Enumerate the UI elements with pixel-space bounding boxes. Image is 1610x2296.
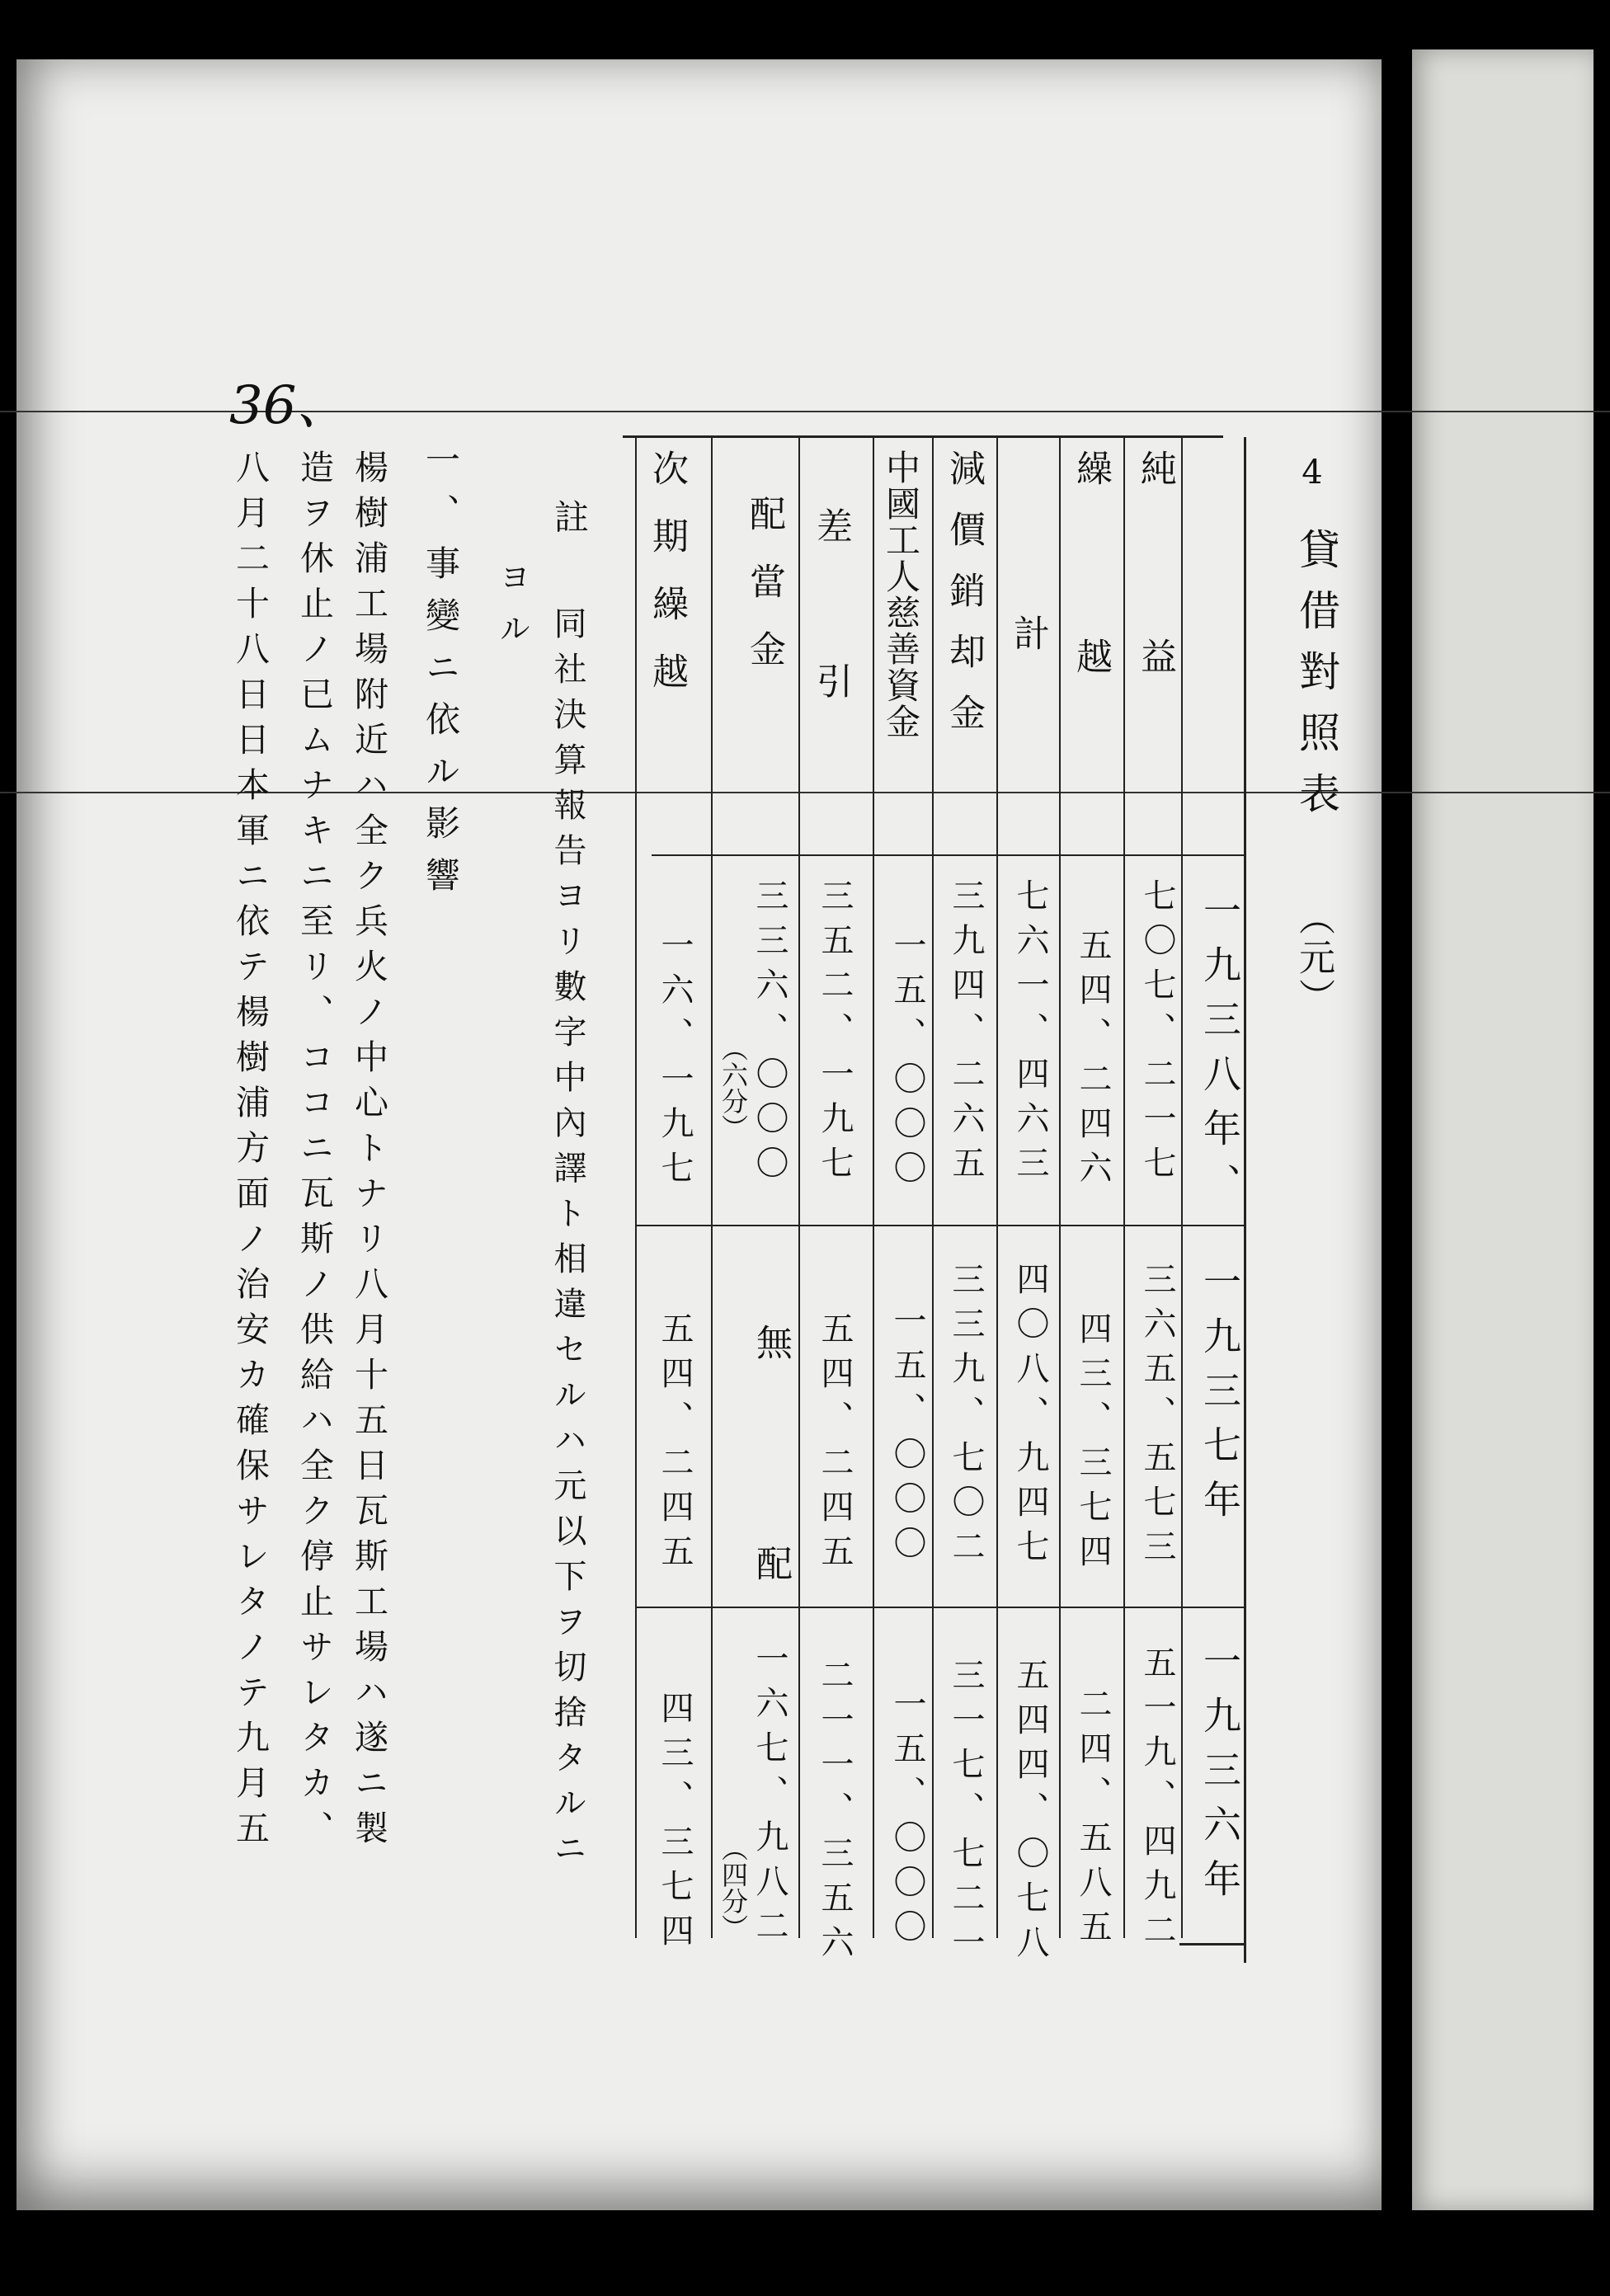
footnote-line-1: 同社決算報告ヨリ數字中內譯ト相違セルハ元以下ヲ切捨タルニ	[548, 606, 586, 1876]
adjacent-page-edge	[1412, 49, 1594, 2210]
row-label-depreciation: 減價銷却金	[943, 449, 985, 755]
page-number: 36、	[229, 375, 350, 436]
value-depreciation-1938: 三九四、二六五	[947, 878, 985, 1190]
value-depreciation-1936: 三一七、七二一	[947, 1658, 985, 1969]
dividend-rate-1936: （四分）	[718, 1835, 749, 1941]
table-top-rule	[623, 435, 1223, 438]
body-line-2: 造ヲ休止ノ已ムナキニ至リ、ココニ瓦斯ノ供給ハ全ク停止サレタカ、	[294, 449, 334, 1856]
dividend-rate-1938: （六分）	[718, 1035, 749, 1141]
value-net-profit-1936: 五一九、四九二	[1138, 1645, 1176, 1957]
year-header-1936: 一九三六年	[1198, 1641, 1242, 1913]
value-carried-1938: 五四、二四六	[1074, 928, 1112, 1195]
row-label-dividend: 配當金	[743, 495, 785, 698]
value-fund-1938: 一五、〇〇〇	[888, 928, 926, 1195]
col-rule-6	[996, 437, 998, 1938]
col-rule-9	[1181, 437, 1183, 1938]
value-total-1937: 四〇八、九四七	[1011, 1262, 1049, 1574]
value-next-carried-1937: 五四、二四五	[656, 1311, 694, 1578]
value-net-profit-1938: 七〇七、二一七	[1138, 878, 1176, 1190]
value-carried-1936: 二四、五八五	[1074, 1687, 1112, 1954]
value-next-carried-1938: 一六、一九七	[656, 928, 694, 1195]
value-net-profit-1937: 三六五、五七三	[1138, 1262, 1176, 1574]
table-bottom-rule	[1179, 1943, 1245, 1945]
section-heading: 一、事變ニ依ル影響	[421, 441, 461, 909]
body-line-3: 八月二十八日日本軍ニ依テ楊樹浦方面ノ治安カ確保サレタノテ九月五	[230, 449, 270, 1856]
col-rule-5	[932, 437, 934, 1938]
value-dividend-1937: 無 配	[750, 1324, 792, 1655]
value-dividend-1938: 三三六、〇〇〇	[751, 878, 789, 1190]
body-line-1: 楊樹浦工場附近ハ全ク兵火ノ中心トナリ八月十五日瓦斯工場ハ遂ニ製	[349, 449, 388, 1856]
year-rule-1	[637, 1225, 1244, 1226]
col-rule-4	[873, 437, 874, 1938]
value-dividend-1936: 一六七、九八二	[751, 1641, 789, 1953]
value-balance-1938: 三五二、一九七	[816, 878, 854, 1190]
col-rule-1	[635, 437, 637, 1938]
row-label-net-profit: 純 益	[1134, 449, 1176, 732]
row-label-next-carried: 次期繰越	[646, 449, 688, 720]
value-total-1936: 五四四、〇七八	[1011, 1658, 1049, 1969]
value-total-1938: 七六一、四六三	[1011, 878, 1049, 1190]
footnote-label: 註	[549, 499, 590, 551]
year-header-1938: 一九三八年、	[1198, 891, 1242, 1217]
col-rule-7	[1059, 437, 1061, 1938]
col-rule-8	[1123, 437, 1125, 1938]
year-header-1937: 一九三七年	[1198, 1262, 1242, 1534]
value-depreciation-1937: 三三九、七〇二	[947, 1262, 985, 1574]
row-label-carried-over: 繰 越	[1070, 449, 1112, 732]
value-carried-1937: 四三、三七四	[1074, 1311, 1112, 1578]
value-next-carried-1936: 四三、三七四	[656, 1691, 694, 1958]
footnote-line-2: ヨル	[494, 561, 530, 663]
value-fund-1936: 一五、〇〇〇	[888, 1687, 926, 1954]
table-header-rule	[652, 854, 1244, 856]
row-label-chinese-worker-fund: 中國工人慈善資金	[881, 449, 921, 740]
row-label-balance: 差 引	[810, 507, 852, 740]
section-number: 4	[1293, 454, 1331, 492]
page-title: 貸借對照表	[1292, 528, 1340, 833]
value-fund-1937: 一五、〇〇〇	[888, 1303, 926, 1570]
value-balance-1937: 五四、二四五	[816, 1311, 854, 1578]
value-balance-1936: 二一一、三五六	[816, 1658, 854, 1969]
year-rule-2	[637, 1607, 1244, 1608]
unit-label: （元）	[1292, 899, 1335, 1018]
col-rule-2	[711, 437, 713, 1938]
row-label-total: 計	[1007, 614, 1049, 669]
col-rule-3	[798, 437, 800, 1938]
